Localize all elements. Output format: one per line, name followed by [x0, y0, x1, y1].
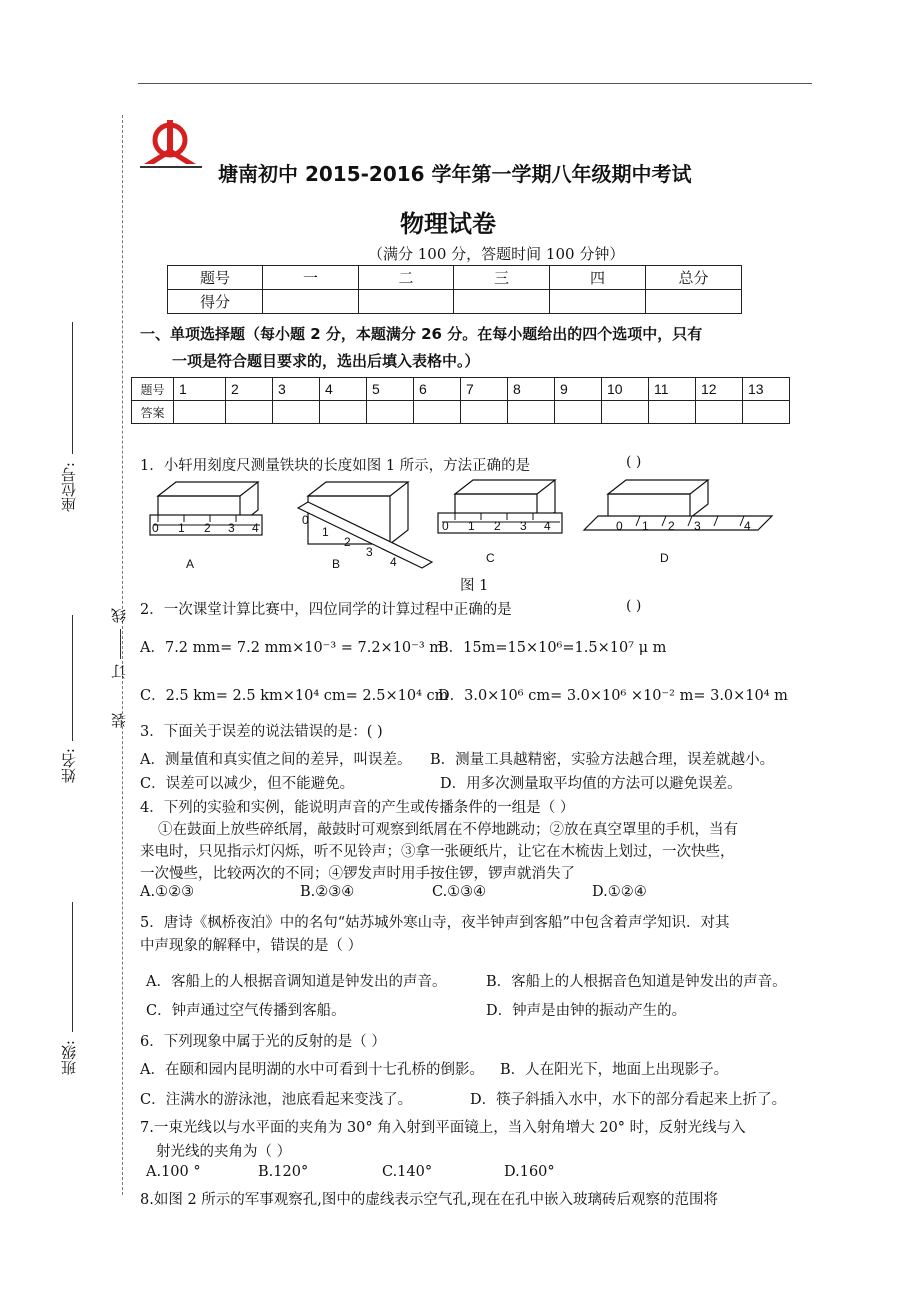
answer-number: 8 [508, 378, 555, 401]
answer-cell[interactable] [555, 401, 602, 424]
q1-stem: 1．小轩用刻度尺测量铁块的长度如图 1 所示，方法正确的是 [140, 458, 531, 474]
binding-char-ding: 订 [110, 664, 128, 679]
answer-number: 3 [273, 378, 320, 401]
q4-stem: 4．下列的实验和实例，能说明声音的产生或传播条件的一组是（ ） [140, 800, 575, 816]
q1-c-mark: 1 [468, 519, 475, 533]
q1-a-mark: 0 [152, 521, 159, 535]
score-cell[interactable] [646, 290, 742, 314]
q2-option-a: A．7.2 mm= 7.2 mm×10⁻³ = 7.2×10⁻³ m [140, 640, 443, 656]
q1-d-mark: 4 [744, 519, 751, 533]
score-header: 题号 [168, 266, 263, 290]
q1-label-b: B [332, 557, 341, 571]
q1-label-d: D [660, 551, 669, 565]
score-header: 四 [550, 266, 646, 290]
q1-a-mark: 2 [204, 521, 211, 535]
q1-b-mark: 3 [366, 545, 373, 559]
score-row-label: 得分 [168, 290, 263, 314]
q7-option-a: A.100 ° [146, 1164, 201, 1180]
score-header: 一 [263, 266, 359, 290]
q7-option-b: B.120° [258, 1164, 309, 1180]
q1-c-mark: 2 [494, 519, 501, 533]
seat-blank [72, 322, 73, 454]
q1-a-mark: 4 [252, 521, 259, 535]
q6-option-a: A．在颐和园内昆明湖的水中可看到十七孔桥的倒影。 [140, 1062, 484, 1078]
q1-a-mark: 3 [228, 521, 235, 535]
answer-number: 2 [226, 378, 273, 401]
answer-cell[interactable] [174, 401, 226, 424]
figure-1 [140, 478, 790, 578]
answer-number: 4 [320, 378, 367, 401]
q1-c-mark: 4 [544, 519, 551, 533]
answer-number: 11 [649, 378, 696, 401]
q6-option-d: D．筷子斜插入水中，水下的部分看起来上折了。 [470, 1092, 787, 1108]
q7-line2: 射光线的夹角为（ ） [156, 1144, 292, 1160]
binding-mark [120, 629, 121, 659]
section1-heading: 一、单项选择题（每小题 2 分，本题满分 26 分。在每小题给出的四个选项中，只有 [140, 325, 703, 343]
class-label: 班级: [60, 1040, 78, 1076]
answer-number: 9 [555, 378, 602, 401]
answer-cell[interactable] [649, 401, 696, 424]
q6-option-c: C．注满水的游泳池，池底看起来变浅了。 [140, 1092, 413, 1108]
q3-option-a: A．测量值和真实值之间的差异，叫误差。 [140, 752, 412, 768]
answer-number: 7 [461, 378, 508, 401]
q7-option-d: D.160° [504, 1164, 555, 1180]
q5-option-c: C．钟声通过空气传播到客船。 [146, 1003, 346, 1019]
q8-line1: 8.如图 2 所示的军事观察孔,图中的虚线表示空气孔,现在在孔中嵌入玻璃砖后观察的范围将 [140, 1192, 718, 1208]
q1-c-mark: 0 [442, 519, 449, 533]
q1-a-mark: 1 [178, 521, 185, 535]
score-cell[interactable] [454, 290, 550, 314]
q4-line3: 一次慢些，比较两次的不同；④锣发声时用手按住锣，锣声就消失了 [140, 866, 575, 882]
q6-stem: 6．下列现象中属于光的反射的是（ ） [140, 1034, 386, 1050]
answer-cell[interactable] [414, 401, 461, 424]
q3-option-b: B．测量工具越精密，实验方法越合理，误差就越小。 [430, 752, 775, 768]
answer-number: 1 [174, 378, 226, 401]
q5-option-a: A．客船上的人根据音调知道是钟发出的声音。 [146, 974, 447, 990]
exam-note: （满分 100 分，答题时间 100 分钟） [368, 245, 625, 263]
name-blank [72, 615, 73, 741]
class-blank [72, 902, 73, 1032]
answer-number: 12 [696, 378, 743, 401]
q1-b-mark: 1 [322, 525, 329, 539]
answer-number: 6 [414, 378, 461, 401]
q4-option-a: A.①②③ [140, 884, 195, 900]
score-header: 三 [454, 266, 550, 290]
q4-option-b: B.②③④ [300, 884, 355, 900]
seat-label: 座位号: [60, 462, 78, 513]
q4-option-d: D.①②④ [592, 884, 647, 900]
school-logo [140, 118, 204, 170]
score-cell[interactable] [359, 290, 454, 314]
q1-c-mark: 3 [520, 519, 527, 533]
q1-d-mark: 1 [642, 519, 649, 533]
header-rule [138, 83, 812, 84]
answer-cell[interactable] [461, 401, 508, 424]
answer-cell[interactable] [320, 401, 367, 424]
score-header: 总分 [646, 266, 742, 290]
q1-d-mark: 0 [616, 519, 623, 533]
name-label: 姓名: [60, 748, 78, 784]
q7-option-c: C.140° [382, 1164, 433, 1180]
answer-a-label: 答案 [132, 401, 174, 424]
q7-line1: 7.一束光线以与水平面的夹角为 30° 角入射到平面镜上，当入射角增大 20° 时，反射光线与入 [140, 1120, 746, 1136]
q3-option-c: C．误差可以减少，但不能避免。 [140, 776, 355, 792]
exam-title: 塘南初中 2015-2016 学年第一学期八年级期中考试 [218, 162, 692, 186]
q1-d-mark: 3 [694, 519, 701, 533]
q1-b-mark: 2 [344, 535, 351, 549]
q1-d-mark: 2 [668, 519, 675, 533]
q1-label-c: C [486, 551, 495, 565]
answer-cell[interactable] [743, 401, 790, 424]
q2-stem: 2．一次课堂计算比赛中，四位同学的计算过程中正确的是 [140, 602, 512, 618]
answer-cell[interactable] [508, 401, 555, 424]
answer-cell[interactable] [226, 401, 273, 424]
score-header: 二 [359, 266, 454, 290]
answer-cell[interactable] [602, 401, 649, 424]
answer-q-label: 题号 [132, 378, 174, 401]
q4-option-c: C.①③④ [432, 884, 487, 900]
q5-option-b: B．客船上的人根据音色知道是钟发出的声音。 [486, 974, 787, 990]
binding-char-zhuang: 装 [110, 713, 128, 728]
subject-title: 物理试卷 [400, 210, 496, 238]
q5-line2: 中声现象的解释中，错误的是（ ） [140, 938, 363, 954]
answer-number: 10 [602, 378, 649, 401]
q1-b-mark: 0 [302, 513, 309, 527]
q1-paren: ( ) [626, 454, 642, 470]
answer-number: 13 [743, 378, 790, 401]
q5-line1: 5．唐诗《枫桥夜泊》中的名句“姑苏城外寒山寺，夜半钟声到客船”中包含着声学知识．对其 [140, 915, 730, 931]
q1-b-mark: 4 [390, 555, 397, 569]
section1-heading-cont: 一项是符合题目要求的，选出后填入表格中。） [172, 352, 480, 370]
q3-stem: 3．下面关于误差的说法错误的是：( ) [140, 724, 383, 740]
q2-option-b: B．15m=15×10⁶=1.5×10⁷ μ m [438, 640, 667, 656]
q5-option-d: D．钟声是由钟的振动产生的。 [486, 1003, 687, 1019]
answer-cell[interactable] [273, 401, 320, 424]
q6-option-b: B．人在阳光下，地面上出现影子。 [500, 1062, 729, 1078]
q4-line1: ①在鼓面上放些碎纸屑，敲鼓时可观察到纸屑在不停地跳动；②放在真空罩里的手机，当有 [158, 822, 738, 838]
q3-option-d: D．用多次测量取平均值的方法可以避免误差。 [440, 776, 742, 792]
answer-table [131, 377, 790, 424]
answer-cell[interactable] [696, 401, 743, 424]
q2-paren: ( ) [626, 598, 642, 614]
binding-char-xian: 线 [110, 608, 128, 623]
binding-line [122, 115, 123, 1195]
q2-option-d: D．3.0×10⁶ cm= 3.0×10⁶ ×10⁻² m= 3.0×10⁴ m [438, 688, 788, 704]
answer-number: 5 [367, 378, 414, 401]
answer-cell[interactable] [367, 401, 414, 424]
score-cell[interactable] [263, 290, 359, 314]
q1-label-a: A [186, 557, 195, 571]
q2-option-c: C．2.5 km= 2.5 km×10⁴ cm= 2.5×10⁴ cm [140, 688, 449, 704]
q4-line2: 来电时，只见指示灯闪烁，听不见铃声；③拿一张硬纸片，让它在木梳齿上划过，一次快些， [140, 844, 735, 860]
score-cell[interactable] [550, 290, 646, 314]
figure-1-caption: 图 1 [460, 578, 489, 594]
score-table [167, 265, 742, 314]
